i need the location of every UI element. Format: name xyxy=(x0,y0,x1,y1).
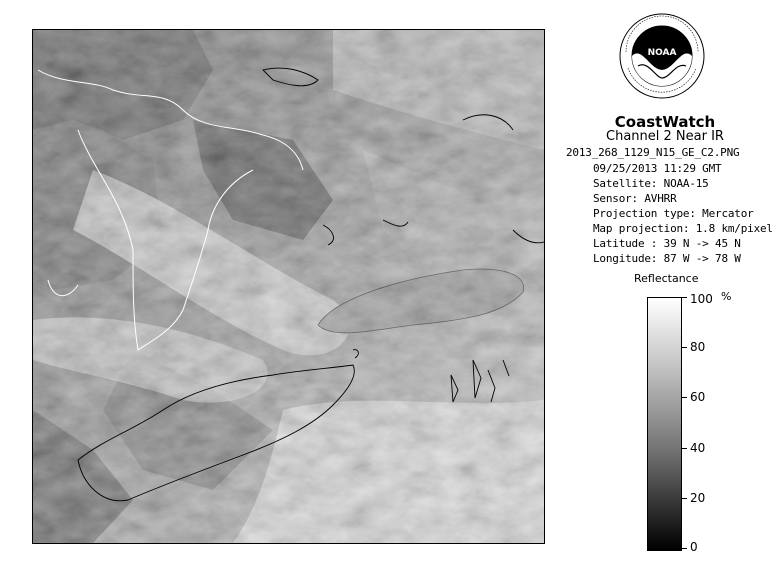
satellite-text: Satellite: NOAA-15 xyxy=(593,177,709,190)
channel-subtitle: Channel 2 Near IR xyxy=(606,129,724,144)
filename-text: 2013_268_1129_N15_GE_C2.PNG xyxy=(566,146,740,159)
colorbar-tick xyxy=(681,498,687,499)
sensor-text: Sensor: AVHRR xyxy=(593,192,677,205)
colorbar-tick-label: 40 xyxy=(690,441,706,455)
colorbar-tick-label: 80 xyxy=(690,340,706,354)
colorbar-tick-label: 100 xyxy=(690,292,713,306)
datetime-text: 09/25/2013 11:29 GMT xyxy=(593,162,722,175)
noaa-logo xyxy=(618,12,706,100)
colorbar-tick xyxy=(681,397,687,398)
colorbar-unit: % xyxy=(721,290,732,303)
map-projection-text: Map projection: 1.8 km/pixel xyxy=(593,222,773,235)
noaa-logo-text: NOAA xyxy=(647,48,677,58)
projection-type-text: Projection type: Mercator xyxy=(593,207,754,220)
colorbar-tick xyxy=(681,347,687,348)
colorbar-tick xyxy=(681,297,687,298)
latitude-text: Latitude : 39 N -> 45 N xyxy=(593,237,741,250)
colorbar-tick xyxy=(681,548,687,549)
colorbar-tick-label: 60 xyxy=(690,390,706,404)
colorbar-tick xyxy=(681,448,687,449)
page-title: CoastWatch xyxy=(614,113,716,131)
satellite-image xyxy=(32,29,545,544)
colorbar-label: Reflectance xyxy=(634,272,699,285)
reflectance-colorbar xyxy=(647,297,682,551)
colorbar-tick-label: 0 xyxy=(690,540,698,554)
colorbar-tick-label: 20 xyxy=(690,491,706,505)
longitude-text: Longitude: 87 W -> 78 W xyxy=(593,252,741,265)
